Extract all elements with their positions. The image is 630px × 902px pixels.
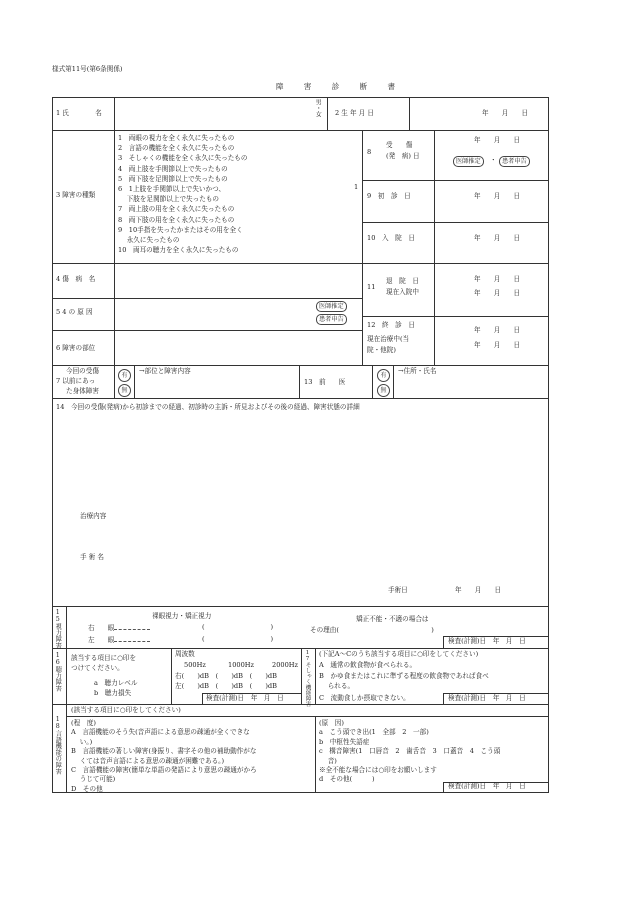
disease-name-label: 4 傷 病 名 [56, 275, 96, 283]
current-treatment-date: 年 月 日 [474, 341, 521, 349]
onset-label-2: (発 病) 日 [386, 152, 420, 160]
speech-degree-list [71, 719, 257, 794]
mastication-b1: B かゆ食またはこれに準ずる程度の飲食物であれば食べ [319, 672, 489, 680]
birth-date-label: 2 生 年 月 日 [335, 109, 374, 117]
degree-label: (程 度) [71, 719, 96, 727]
hearing-loss: b 聴力損失 [94, 689, 132, 697]
surgery-date: 年 月 日 [455, 586, 502, 594]
sex-options: 男・女 [314, 99, 322, 117]
mastication-a: A 通常の飲食物が食べられる。 [319, 661, 417, 669]
end-visit-label: 12 終 診 日 [367, 321, 415, 329]
surgery-name-label: 手 術 名 [80, 553, 104, 561]
tag-separator: ・ [490, 156, 497, 164]
address-name-hint: →住所・氏名 [398, 367, 437, 375]
freq-500: 500Hz [184, 661, 206, 669]
discharge-label-1: 退 院 日 [386, 277, 419, 285]
degree-b2: くては音声言語による意思の疎通が困難である。) [71, 756, 225, 765]
degree-c1: C 言語機能の障害(簡単な単語の発語により意思の疎通がかろ [71, 766, 257, 775]
hearing-level: a 聴力レベル [94, 679, 138, 687]
first-visit-label: 9 初 診 日 [367, 192, 411, 200]
discharge-date: 年 月 日 [474, 275, 521, 283]
mastication-b2: られる。 [319, 682, 355, 690]
disability-item: 永久に失ったもの [118, 236, 180, 245]
current-treatment-2: 院・他院) [367, 346, 396, 354]
right-eye-value[interactable]: ( ) [202, 623, 274, 631]
cause-c1: c 構音障害(1 口唇音 2 歯舌音 3 口蓋音 4 こう頭 [319, 747, 501, 756]
speech-disability-label: 18言語機能の障害 [54, 716, 62, 775]
doctor-estimate-tag: 医師推定 [453, 156, 484, 167]
disability-item: 下肢を足関節以上で失ったもの [118, 195, 220, 204]
disability-item: 10 両耳の聴力を全く永久に失ったもの [118, 246, 239, 255]
cause-label: 5 4 の 原 因 [56, 308, 93, 316]
freq-2000: 2000Hz [272, 661, 299, 669]
progress-detail-label: 14 今回の受傷(発病)から初診までの経過、初診時の主訴・所見およびその後の経過、障害状態の詳細 [56, 403, 360, 411]
degree-c2: うじて可能) [71, 775, 116, 784]
mastication-instruction: (下記A〜Cのうち該当する項目に○印をしてください) [319, 650, 479, 658]
left-eye-label: 左 眼 [88, 636, 150, 645]
disability-item: 6 1上肢を手関節以上で失いかつ、 [118, 185, 226, 194]
right-eye-label: 右 眼 [88, 624, 150, 633]
mastication-exam-date: 検査(計測)日 年 月 日 [448, 694, 526, 702]
prev-doctor-none-option[interactable]: 無 [377, 384, 390, 397]
first-visit-date: 年 月 日 [474, 192, 521, 200]
left-eye-value[interactable]: ( ) [202, 635, 274, 643]
left-ear-values: 左( )dB ( )dB ( )dB [175, 682, 277, 690]
cause-patient-tag: 患者申告 [316, 314, 347, 325]
prev-doctor-has-option[interactable]: 有 [377, 369, 390, 382]
site-content-hint: →部位と障害内容 [139, 367, 191, 375]
disability-item: 1 両眼の視力を全く永久に失ったもの [118, 134, 235, 142]
disability-item: 7 両上肢の用を全く永久に失ったもの [118, 205, 235, 214]
freq-1000: 1000Hz [228, 661, 255, 669]
discharge-number: 11 [367, 283, 376, 291]
name-label: 1 氏 名 [56, 109, 102, 117]
form-number: 様式第11号(第6条関係) [52, 65, 123, 73]
vision-exam-date: 検査(計測)日 年 月 日 [448, 637, 526, 645]
form-title: 障 害 診 断 書 [276, 82, 405, 91]
disability-item: 3 そしゃくの機能を全く永久に失ったもの [118, 154, 248, 163]
vision-disability-label: 15視力障害 [54, 609, 62, 649]
disability-type-label: 3 障害の種類 [56, 191, 96, 199]
cause-a: a こう頭でき出(1 全部 2 一部) [319, 728, 429, 737]
previous-doctor-label: 13 前 医 [304, 378, 346, 386]
hearing-exam-date: 検査(計測)日 年 月 日 [206, 694, 284, 702]
cause-d: d その他( ) [319, 775, 375, 784]
disability-note: 1 [354, 183, 359, 191]
right-ear-values: 右( )dB ( )dB ( )dB [175, 672, 277, 680]
degree-b1: B 言語機能の著しい障害(身振り、書字その他の補助動作がな [71, 747, 257, 756]
hearing-disability-label: 16聴力障害 [54, 652, 62, 692]
speech-instruction: (該当する項目に○印をしてください) [71, 706, 181, 714]
mastication-label: 17そしゃく機能障害 [304, 650, 311, 707]
admission-date: 年 月 日 [474, 234, 521, 242]
end-visit-date: 年 月 日 [474, 326, 521, 334]
prior-disability-label-1: 今回の受傷 [66, 367, 99, 375]
speech-exam-date: 検査(計測)日 年 月 日 [448, 782, 526, 790]
uncorrectable-reason: その理由( ) [310, 626, 434, 634]
has-option[interactable]: 有 [118, 369, 131, 382]
cause-note: ※全不能な場合には○印をお願いします [319, 766, 437, 775]
cause-c2: 音) [319, 756, 337, 765]
degree-d: D その他 [71, 784, 103, 793]
degree-a2: い。) [71, 737, 93, 746]
mastication-c: C 流動食しか摂取できない。 [319, 694, 410, 702]
disability-item: 8 両下肢の用を全く永久に失ったもの [118, 215, 235, 224]
prior-disability-label-2: 7 以前にあっ [56, 377, 96, 385]
patient-report-tag: 患者申告 [499, 156, 530, 167]
disability-list [118, 133, 247, 255]
disability-item: 4 両上肢を手関節以上で失ったもの [118, 164, 228, 173]
speech-cause-list [319, 719, 500, 785]
cause-b: b 中枢性失語症 [319, 737, 370, 746]
onset-label-1: 受 傷 [386, 141, 413, 149]
degree-a1: A 言語機能のそう失(音声語による意思の疎通が全くできな [71, 728, 250, 737]
inpatient-date: 年 月 日 [474, 289, 521, 297]
disability-item: 2 言語の機能を全く永久に失ったもの [118, 144, 235, 153]
birth-date-value: 年 月 日 [482, 109, 529, 117]
frequency-label: 周波数 [175, 650, 195, 658]
disability-item: 9 10手指を失ったかまたはその用を全く [118, 225, 243, 234]
hearing-instruction-1: 該当する項目に○印を [71, 654, 137, 662]
current-treatment-1: 現在治療中(当 [367, 335, 410, 343]
vision-header: 裸眼視力・矯正視力 [152, 612, 212, 620]
onset-number: 8 [367, 148, 372, 156]
none-option[interactable]: 無 [118, 384, 131, 397]
disability-site-label: 6 障害の部位 [56, 344, 96, 352]
treatment-label: 治療内容 [80, 512, 107, 520]
cause-label: (原 因) [319, 719, 344, 727]
surgery-date-label: 手術日 [388, 586, 408, 594]
admission-label: 10 入 院 日 [367, 234, 415, 242]
disability-item: 5 両下肢を足関節以上で失ったもの [118, 174, 228, 183]
cause-doctor-tag: 医師推定 [316, 301, 347, 312]
onset-date: 年 月 日 [474, 136, 521, 144]
prior-disability-label-3: た身体障害 [66, 387, 99, 395]
hearing-instruction-2: つけてください。 [71, 664, 124, 672]
uncorrectable-label: 矯正不能・不適の場合は [356, 615, 429, 623]
discharge-label-2: 現在入院中 [386, 288, 419, 296]
